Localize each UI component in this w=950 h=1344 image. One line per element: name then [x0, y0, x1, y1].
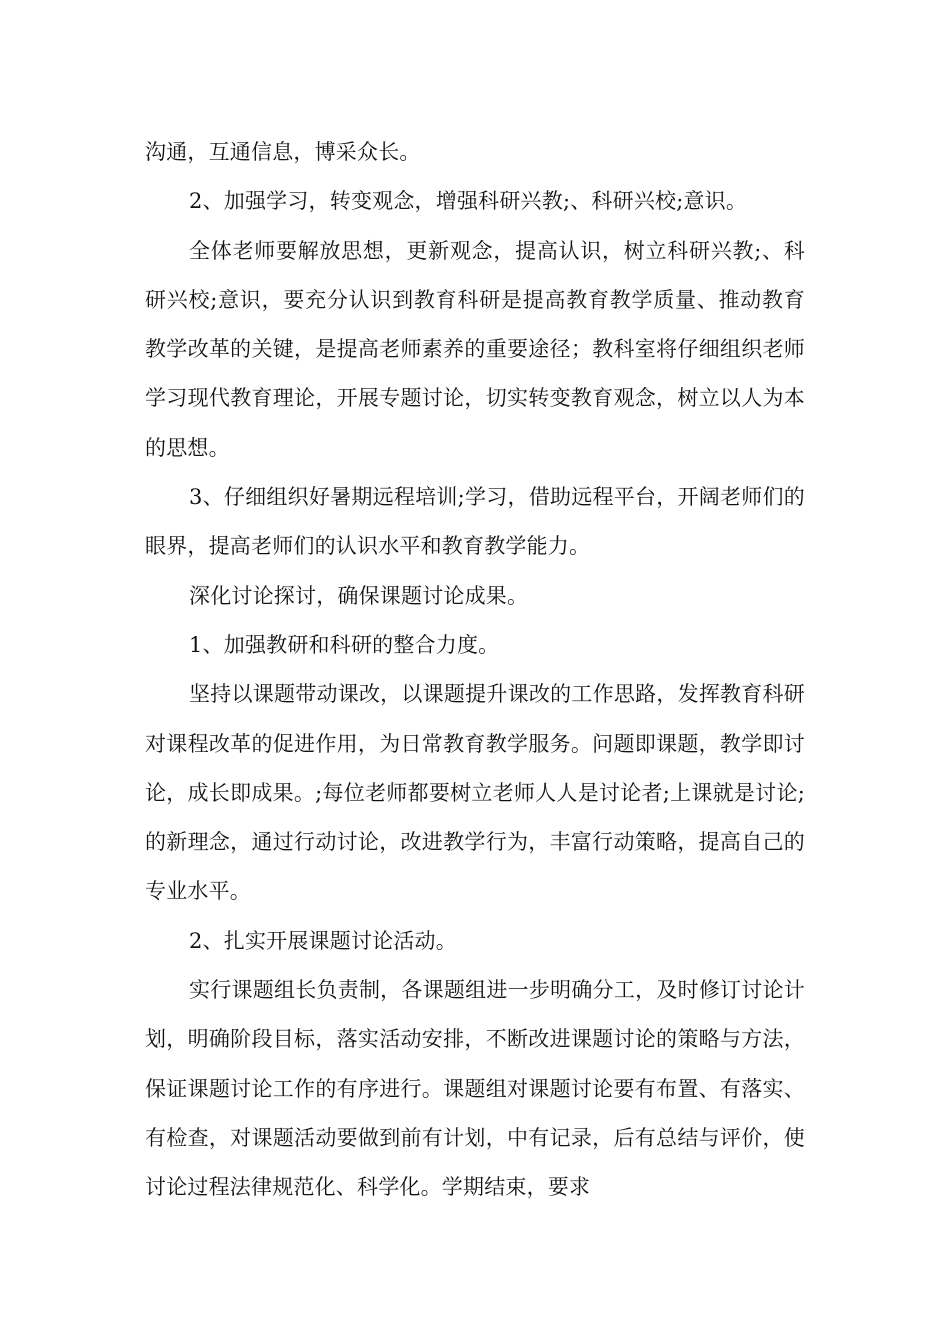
document-body — [145, 128, 805, 1213]
paragraph-item-2-activities: 2、扎实开展课题讨论活动。 — [189, 928, 457, 953]
paragraph-item-3-training: 3、仔细组织好暑期远程培训;学习，借助远程平台，开阔老师们的眼界，提高老师们的认识水平和教育教学能力。 — [145, 485, 805, 559]
paragraph-section-heading: 深化讨论探讨，确保课题讨论成果。 — [189, 583, 529, 608]
paragraph-continuation: 沟通，互通信息，博采众长。 — [145, 140, 421, 164]
paragraph-teachers-mindset: 全体老师要解放思想，更新观念，提高认识，树立科研兴教;、科研兴校;意识，要充分认识到教育科研是提高教育教学质量、推动教育教学改革的关键，是提高老师素养的重要途径；教科室将仔细组织老师学习现代教育理论，开展专题讨论，切实转变教育观念，树立以人为本的思想。 — [145, 238, 805, 460]
paragraph-group-leader: 实行课题组长负责制，各课题组进一步明确分工，及时修订讨论计划，明确阶段目标，落实活动安排，不断改进课题讨论的策略与方法，保证课题讨论工作的有序进行。课题组对课题讨论要有布置、有落实、有检查，对课题活动要做到前有计划，中有记录，后有总结与评价，使讨论过程法律规范化、科学化。学期结束，要求 — [145, 978, 805, 1200]
paragraph-item-1-integration: 1、加强教研和科研的整合力度。 — [189, 632, 500, 657]
paragraph-item-2-study: 2、加强学习，转变观念，增强科研兴教;、科研兴校;意识。 — [189, 189, 748, 214]
paragraph-curriculum-reform: 坚持以课题带动课改，以课题提升课改的工作思路，发挥教育科研对课程改革的促进作用，为日常教育教学服务。问题即课题，教学即讨论，成长即成果。;每位老师都要树立老师人人是讨论者;上课就是讨论;的新理念，通过行动讨论，改进教学行为，丰富行动策略，提高自己的专业水平。 — [145, 682, 805, 904]
